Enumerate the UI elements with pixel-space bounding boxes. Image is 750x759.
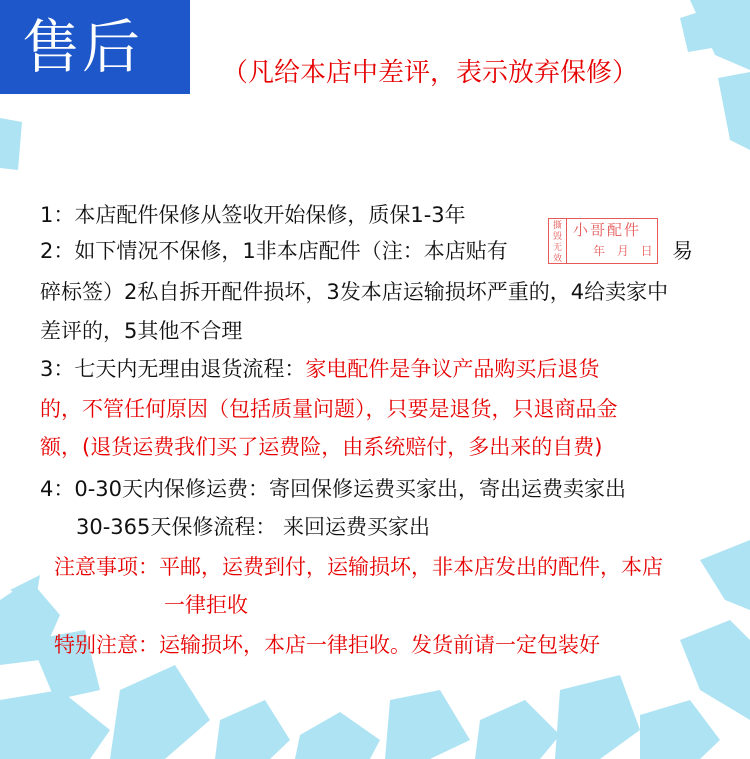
stamp-side-text: 撕毁无效 bbox=[549, 219, 567, 263]
return-flow-label: 3：七天内无理由退货流程： bbox=[40, 357, 306, 381]
deco-shape bbox=[475, 700, 560, 759]
policy-line-7: 额，(退货运费我们买了运费险，由系统赔付，多出来的自费) bbox=[40, 435, 603, 459]
policy-line-8: 4：0-30天内保修运费：寄回保修运费买家出，寄出运费卖家出 bbox=[40, 477, 627, 501]
policy-line-2: 2：如下情况不保修，1非本店配件（注：本店贴有 bbox=[40, 239, 508, 263]
header-banner bbox=[0, 0, 190, 94]
policy-line-4: 差评的，5其他不合理 bbox=[40, 319, 243, 343]
policy-line-1: 1：本店配件保修从签收开始保修，质保1-3年 bbox=[40, 203, 466, 227]
notice-line-2: 一律拒收 bbox=[164, 593, 248, 617]
deco-shape bbox=[295, 712, 380, 759]
notice-line-1: 注意事项：平邮，运费到付，运输损坏，非本店发出的配件，本店 bbox=[54, 555, 663, 579]
policy-line-6: 的，不管任何原因（包括质量问题），只要是退货，只退商品金 bbox=[40, 397, 618, 421]
deco-shape bbox=[385, 690, 470, 759]
deco-shape bbox=[718, 72, 750, 150]
special-notice-line: 特别注意：运输损坏，本店一律拒收。发货前请一定包装好 bbox=[54, 633, 600, 657]
deco-shape bbox=[700, 540, 750, 610]
stamp-date: 年 月 日 bbox=[593, 244, 657, 258]
page-title: 售后 bbox=[22, 13, 143, 81]
deco-shape bbox=[215, 700, 290, 759]
policy-line-2-tail: 易 bbox=[672, 239, 693, 263]
deco-shape bbox=[110, 665, 210, 759]
deco-shape bbox=[640, 700, 720, 759]
policy-line-3: 碎标签）2私自拆开配件损坏，3发本店运输损坏严重的，4给卖家中 bbox=[40, 280, 669, 304]
return-flow-note: 家电配件是争议产品购买后退货 bbox=[305, 357, 600, 381]
fragile-seal-stamp bbox=[548, 218, 658, 264]
deco-shape bbox=[555, 675, 640, 759]
policy-line-5 bbox=[40, 354, 599, 384]
deco-shape bbox=[0, 690, 110, 759]
deco-shape bbox=[0, 118, 22, 170]
policy-line-9: 30-365天保修流程： 来回运费买家出 bbox=[76, 515, 431, 539]
stamp-shop-name: 小哥配件 bbox=[573, 221, 642, 239]
header-subtitle: （凡给本店中差评，表示放弃保修） bbox=[222, 58, 639, 88]
